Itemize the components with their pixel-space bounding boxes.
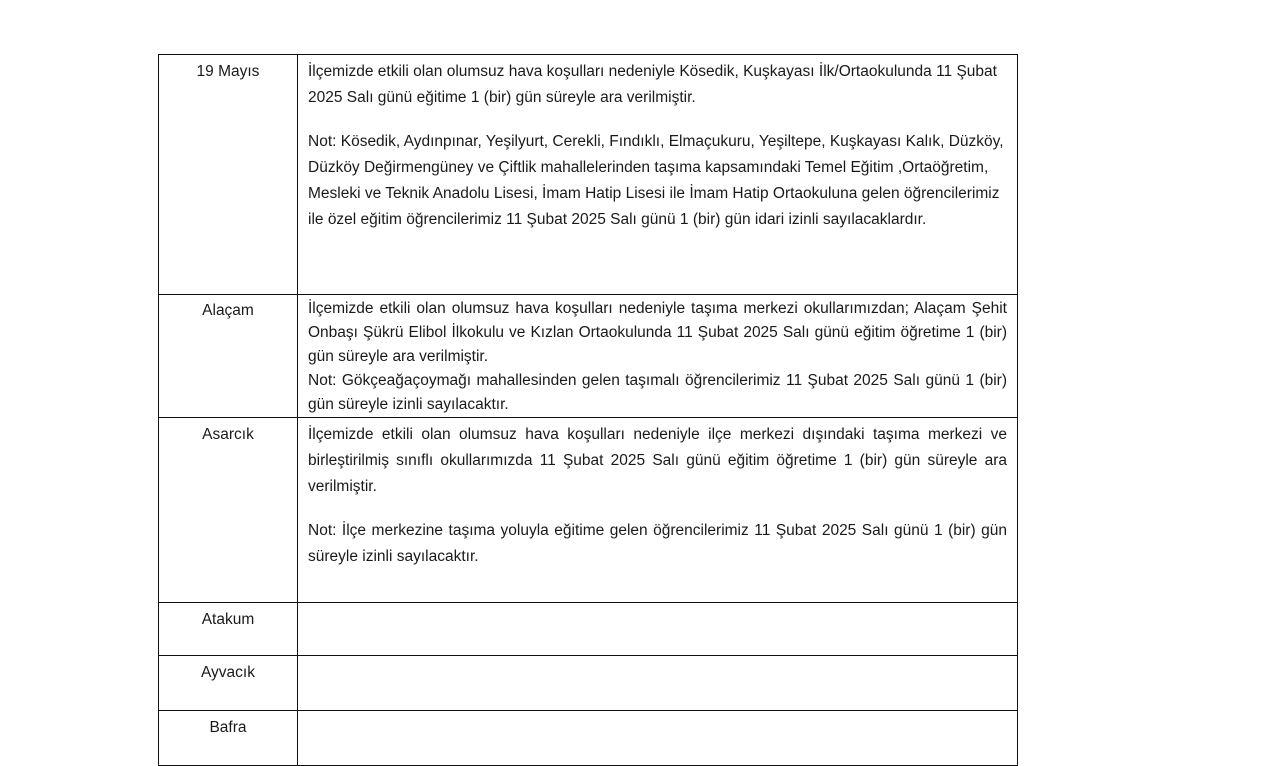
district-cell: 19 Mayıs [159, 55, 298, 295]
notice-cell-empty [298, 711, 1018, 766]
notice-cell [298, 418, 1018, 603]
note-paragraph: Not: Kösedik, Aydınpınar, Yeşilyurt, Cerekli, Fındıklı, Elmaçukuru, Yeşiltepe, Kuşkayası Kalık, Düzköy, Düzköy Değirmengüney ve Çiftlik mahallelerinden taşıma kapsamındaki Temel Eğitim ,Ortaöğretim, Mesleki ve Teknik Anadolu Lisesi, İmam Hatip Lisesi ile İmam Hatip Ortaokuluna gelen öğrencilerimiz ile özel eğitim öğrencilerimiz 11 Şubat 2025 Salı günü 1 (bir) gün idari izinli sayılacaklardır. [308, 133, 1004, 228]
table-row [159, 418, 1018, 603]
table-row [159, 55, 1018, 295]
notice-paragraph: İlçemizde etkili olan olumsuz hava koşulları nedeniyle taşıma merkezi okullarımızdan; Alaçam Şehit Onbaşı Şükrü Elibol İlkokulu ve Kızlan Ortaokulunda 11 Şubat 2025 Salı günü eğitim öğretime 1 (bir) gün süreyle ara verilmiştir. [308, 300, 1007, 365]
table-row [159, 603, 1018, 656]
district-cell: Ayvacık [159, 656, 298, 711]
table-row [159, 295, 1018, 418]
district-notice-table [158, 54, 1018, 766]
notice-cell-empty [298, 656, 1018, 711]
table-row [159, 656, 1018, 711]
district-cell: Atakum [159, 603, 298, 656]
notice-paragraph: İlçemizde etkili olan olumsuz hava koşulları nedeniyle ilçe merkezi dışındaki taşıma merkezi ve birleştirilmiş sınıflı okullarımızda 11 Şubat 2025 Salı günü eğitim öğretime 1 (bir) gün süreyle ara verilmiştir. [308, 426, 1007, 495]
table-row [159, 711, 1018, 766]
district-cell: Asarcık [159, 418, 298, 603]
note-paragraph: Not: İlçe merkezine taşıma yoluyla eğitime gelen öğrencilerimiz 11 Şubat 2025 Salı günü 1 (bir) gün süreyle izinli sayılacaktır. [308, 522, 1007, 565]
notice-cell [298, 295, 1018, 418]
notice-cell [298, 55, 1018, 295]
note-paragraph: Not: Gökçeağaçoymağı mahallesinden gelen taşımalı öğrencilerimiz 11 Şubat 2025 Salı günü 1 (bir) gün süreyle izinli sayılacaktır. [308, 372, 1007, 413]
district-cell: Alaçam [159, 295, 298, 418]
notice-paragraph: İlçemizde etkili olan olumsuz hava koşulları nedeniyle Kösedik, Kuşkayası İlk/Ortaokulunda 11 Şubat 2025 Salı günü eğitime 1 (bir) gün süreyle ara verilmiştir. [308, 63, 997, 106]
district-cell: Bafra [159, 711, 298, 766]
notice-cell-empty [298, 603, 1018, 656]
